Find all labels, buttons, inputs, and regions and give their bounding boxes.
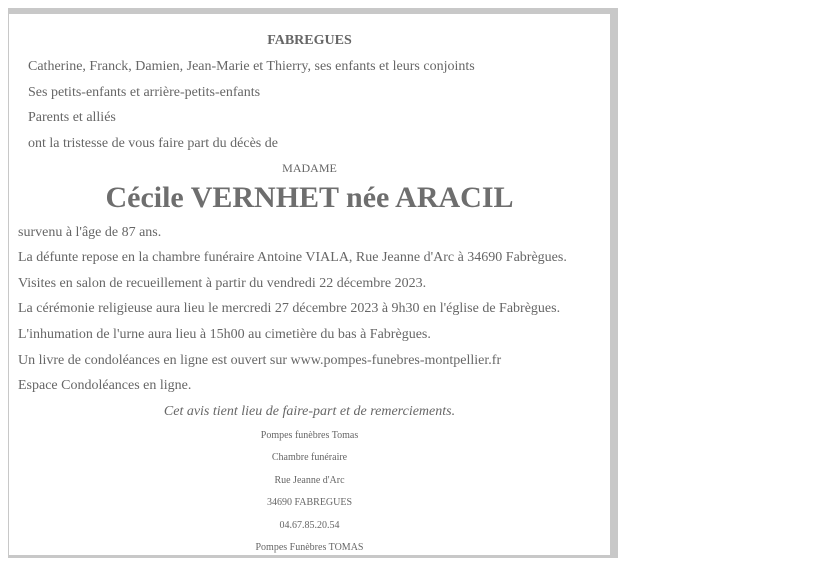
family-line: Catherine, Franck, Damien, Jean-Marie et Thierry, ses enfants et leurs conjoints xyxy=(28,59,475,74)
notice-town: FABREGUES xyxy=(267,33,352,48)
deceased-name: Cécile VERNHET née ARACIL xyxy=(105,181,514,214)
detail-line: La cérémonie religieuse aura lieu le mercredi 27 décembre 2023 à 9h30 en l'église de Fabrègues. xyxy=(18,301,561,316)
family-line: ont la tristesse de vous faire part du décès de xyxy=(28,136,278,151)
detail-line: L'inhumation de l'urne aura lieu à 15h00 au cimetière du bas à Fabrègues. xyxy=(18,327,431,342)
detail-line: Espace Condoléances en ligne. xyxy=(18,378,192,393)
detail-line: Un livre de condoléances en ligne est ouvert sur www.pompes-funebres-montpellier.fr xyxy=(18,353,502,368)
detail-line: La défunte repose en la chambre funéraire Antoine VIALA, Rue Jeanne d'Arc à 34690 Fabrègues. xyxy=(18,250,567,265)
detail-line: Visites en salon de recueillement à partir du vendredi 22 décembre 2023. xyxy=(18,276,427,291)
family-line: Ses petits-enfants et arrière-petits-enfants xyxy=(28,85,261,100)
detail-line: survenu à l'âge de 87 ans. xyxy=(18,225,162,240)
funeral-home-line: Chambre funéraire xyxy=(271,452,348,463)
family-line: Parents et alliés xyxy=(28,110,116,125)
closing-text: Cet avis tient lieu de faire-part et de remerciements. xyxy=(163,404,456,419)
honorific: MADAME xyxy=(282,161,337,175)
funeral-home-line: Pompes Funèbres TOMAS xyxy=(255,542,364,553)
obituary-notice xyxy=(8,8,618,558)
funeral-home-line: Rue Jeanne d'Arc xyxy=(274,475,345,486)
funeral-home-line: Pompes funèbres Tomas xyxy=(260,430,359,441)
funeral-home-line: 34690 FABREGUES xyxy=(266,497,353,508)
funeral-home-phone: 04.67.85.20.54 xyxy=(279,520,340,531)
